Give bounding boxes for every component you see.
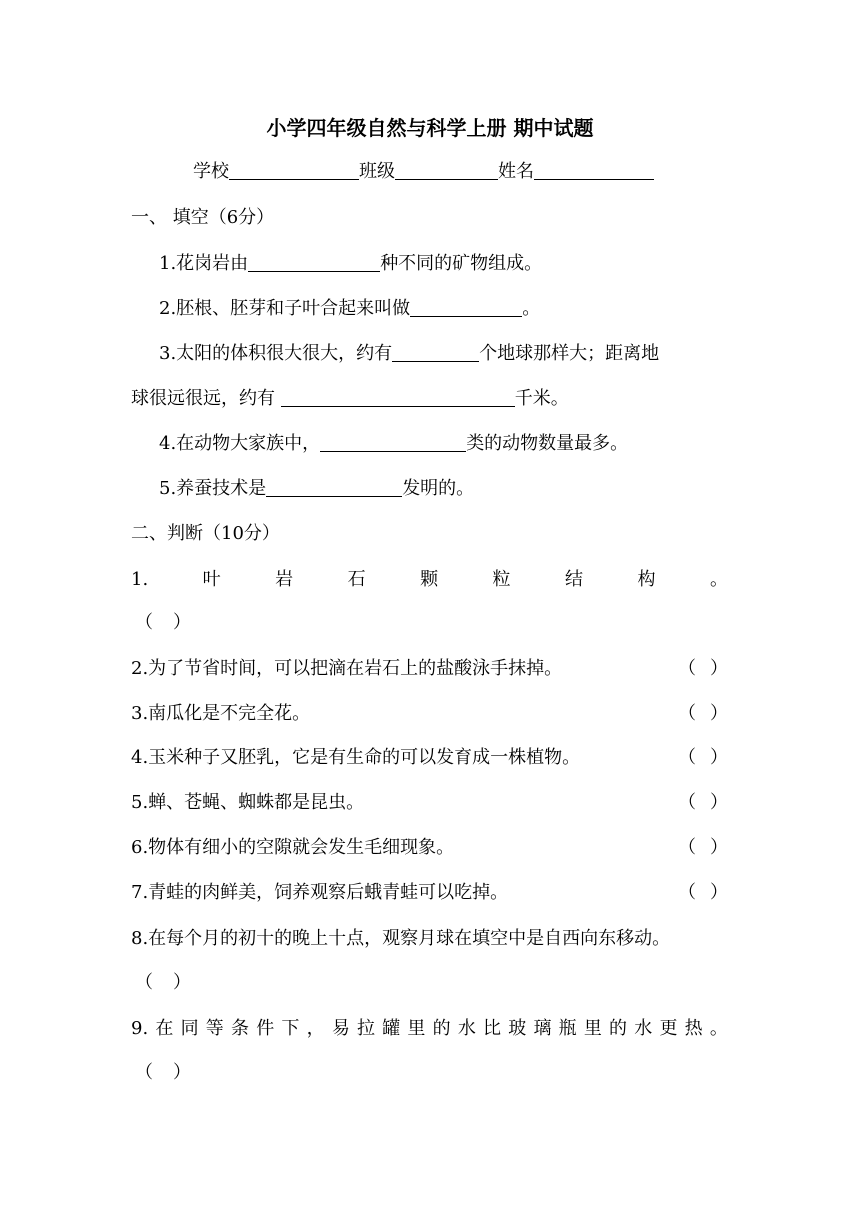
fill-q3-text-line2: 球很远很远，约有 (131, 388, 281, 409)
student-info-line (193, 159, 654, 185)
judge-q8-answer-parens[interactable] (135, 970, 191, 996)
judge-question-7: 7.青蛙的肉鲜美，饲养观察后蛾青蛙可以吃掉。 (131, 882, 509, 903)
judge-question-9 (131, 1016, 728, 1042)
paren-close: ） (710, 882, 728, 903)
section-1-heading: 一、 填空（6分） (131, 207, 275, 228)
judge-q9-char: 件 (256, 1018, 275, 1039)
fill-q5-text: 5.养蚕技术是 (159, 478, 267, 499)
judge-question-2: 2.为了节省时间，可以把滴在岩石上的盐酸泳手抹掉。 (131, 658, 563, 679)
fill-question-3-line-2 (131, 386, 569, 412)
judge-question-4: 4.玉米种子又胚乳，它是有生命的可以发育成一株植物。 (131, 747, 581, 768)
paren-open: （ (135, 612, 153, 633)
judge-q1-answer-parens[interactable] (135, 610, 191, 636)
judge-q1-char: 1. (131, 569, 149, 590)
fill-q2-text-end: 。 (522, 298, 541, 319)
school-label: 学校 (193, 161, 229, 182)
judge-q1-char: 粒 (492, 569, 511, 590)
paren-open: （ (678, 882, 696, 903)
fill-question-3 (159, 341, 659, 367)
judge-q9-char: 的 (609, 1018, 628, 1039)
judge-q9-char: 拉 (357, 1018, 376, 1039)
paren-open: （ (678, 747, 696, 768)
name-blank[interactable] (534, 159, 654, 180)
judge-question-8: 8.在每个月的初十的晚上十点，观察月球在填空中是自西向东移动。 (131, 928, 671, 949)
name-label: 姓名 (498, 161, 534, 182)
paren-close: ） (710, 703, 728, 724)
fill-q5-text-end: 发明的。 (402, 478, 475, 499)
judge-question-6: 6.物体有细小的空隙就会发生毛细现象。 (131, 837, 455, 858)
paren-close: ） (173, 612, 191, 633)
class-blank[interactable] (395, 159, 498, 180)
paren-close: ） (173, 972, 191, 993)
judge-q1-char: 岩 (275, 569, 294, 590)
paren-open: （ (678, 837, 696, 858)
judge-q9-char: 下 (281, 1018, 300, 1039)
class-label: 班级 (359, 161, 395, 182)
judge-q9-char: 比 (483, 1018, 502, 1039)
judge-q9-char: 同 (180, 1018, 199, 1039)
judge-q9-char: 易 (331, 1018, 350, 1039)
paren-open: （ (135, 972, 153, 993)
judge-q9-char: 罐 (382, 1018, 401, 1039)
judge-q1-char: 叶 (202, 569, 221, 590)
judge-q9-char: 瓶 (558, 1018, 577, 1039)
judge-q9-char: 水 (634, 1018, 653, 1039)
judge-q9-char: 9. (131, 1018, 149, 1039)
fill-question-2 (159, 296, 540, 322)
judge-q9-char: 的 (432, 1018, 451, 1039)
judge-q5-answer-parens[interactable] (678, 790, 728, 816)
judge-q9-char: 在 (155, 1018, 174, 1039)
fill-question-4 (159, 431, 628, 457)
paren-open: （ (678, 792, 696, 813)
judge-q1-char: 石 (347, 569, 366, 590)
page-title: 小学四年级自然与科学上册 期中试题 (266, 116, 594, 140)
judge-q1-char: 颗 (420, 569, 439, 590)
paren-close: ） (710, 837, 728, 858)
fill-q1-text-end: 种不同的矿物组成。 (380, 253, 543, 274)
judge-q9-char: 里 (407, 1018, 426, 1039)
judge-q4-answer-parens[interactable] (678, 745, 728, 771)
judge-q9-char: 条 (231, 1018, 249, 1039)
judge-q9-char: 热 (684, 1018, 703, 1039)
judge-q1-char: 。 (709, 569, 728, 590)
judge-q9-char: 。 (709, 1018, 728, 1039)
paren-close: ） (710, 658, 728, 679)
school-blank[interactable] (229, 159, 359, 180)
fill-q3-text: 3.太阳的体积很大很大，约有 (159, 343, 393, 364)
judge-q1-char: 结 (565, 569, 583, 590)
fill-q2-text: 2.胚根、胚芽和子叶合起来叫做 (159, 298, 411, 319)
judge-q1-char: 构 (637, 569, 656, 590)
fill-q1-blank[interactable] (248, 251, 380, 272)
paren-close: ） (710, 747, 728, 768)
judge-question-3: 3.南瓜化是不完全花。 (131, 703, 311, 724)
paren-close: ） (710, 792, 728, 813)
paren-open: （ (678, 703, 696, 724)
judge-q2-answer-parens[interactable] (678, 656, 728, 682)
paren-open: （ (678, 658, 696, 679)
judge-q9-char: 玻 (508, 1018, 527, 1039)
fill-q5-blank[interactable] (266, 476, 402, 497)
fill-q3-text-end: 千米。 (514, 388, 569, 409)
fill-q4-text-end: 类的动物数量最多。 (466, 433, 629, 454)
judge-q6-answer-parens[interactable] (678, 835, 728, 861)
judge-q7-answer-parens[interactable] (678, 880, 728, 906)
fill-q2-blank[interactable] (410, 296, 522, 317)
judge-q3-answer-parens[interactable] (678, 701, 728, 727)
fill-question-5 (159, 476, 474, 502)
judge-q9-char: 水 (457, 1018, 476, 1039)
judge-q9-answer-parens[interactable] (135, 1060, 191, 1086)
judge-q9-char: ， (306, 1018, 325, 1039)
paren-close: ） (173, 1062, 191, 1083)
fill-q3-blank-1[interactable] (392, 341, 479, 362)
fill-q4-text: 4.在动物大家族中， (159, 433, 321, 454)
judge-q9-char: 更 (659, 1018, 678, 1039)
judge-q9-char: 里 (583, 1018, 602, 1039)
section-2-heading: 二、判断（10分） (131, 523, 280, 544)
fill-q3-blank-2[interactable] (281, 386, 515, 407)
fill-q4-blank[interactable] (320, 431, 466, 452)
judge-q9-char: 璃 (533, 1018, 552, 1039)
fill-q1-text: 1.花岗岩由 (159, 253, 249, 274)
fill-q3-text-mid: 个地球那样大；距离地 (479, 343, 660, 364)
judge-question-5: 5.蝉、苍蝇、蜘蛛都是昆虫。 (131, 792, 365, 813)
fill-question-1 (159, 251, 542, 277)
judge-q9-char: 等 (205, 1018, 224, 1039)
judge-question-1 (131, 567, 728, 593)
paren-open: （ (135, 1062, 153, 1083)
